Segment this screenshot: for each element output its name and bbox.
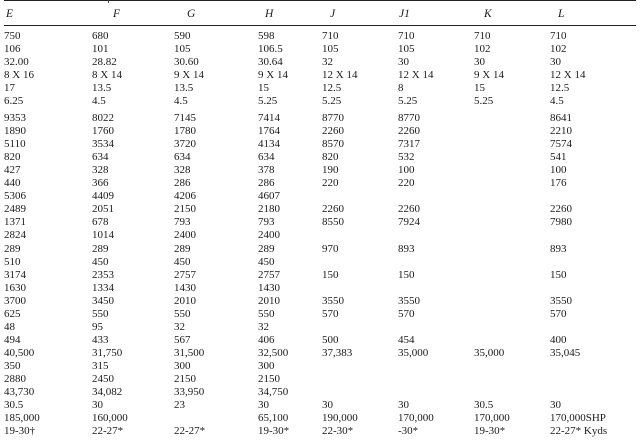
table-cell: 105 — [322, 43, 339, 55]
table-cell: 710 — [322, 30, 339, 42]
column-header-f: F — [113, 8, 121, 20]
table-cell: 5.25 — [322, 95, 342, 108]
table-cell: 2150 — [174, 373, 196, 385]
table-cell: 289 — [174, 242, 191, 255]
table-cell: 43,730 — [4, 386, 35, 399]
table-cell: 100 — [550, 164, 567, 177]
table-cell: 450 — [174, 255, 191, 268]
table-cell: 1760 — [92, 125, 114, 137]
table-cell: 13.5 — [92, 82, 112, 95]
table-cell: 150 — [322, 268, 339, 281]
table-cell: 8022 — [92, 112, 114, 124]
table-cell: 102 — [474, 43, 491, 55]
table-cell: 7414 — [258, 112, 280, 124]
table-cell: 1764 — [258, 125, 280, 137]
table-cell: 427 — [4, 164, 21, 177]
table-cell: 2260 — [322, 125, 344, 137]
table-cell: 820 — [4, 151, 21, 164]
table-cell: 590 — [174, 30, 191, 42]
table-cell: 2260 — [398, 125, 420, 137]
table-cell: 220 — [322, 177, 339, 190]
table-cell: 286 — [174, 177, 191, 190]
table-cell: 598 — [258, 30, 275, 42]
table-cell: 1014 — [92, 229, 114, 242]
table-cell: 1430 — [174, 281, 196, 294]
table-cell: 550 — [174, 307, 191, 320]
table-cell: 31,750 — [92, 346, 123, 359]
table-cell: 1430 — [258, 281, 280, 294]
table-cell: 2489 — [4, 203, 26, 216]
table-cell: 625 — [4, 307, 21, 320]
table-cell: 8 — [398, 82, 404, 95]
table-cell: 450 — [258, 255, 275, 268]
table-cell: 2051 — [92, 203, 114, 216]
table-cell: 678 — [92, 216, 109, 229]
table-cell: 106 — [4, 43, 21, 55]
table-cell: 2150 — [174, 203, 196, 216]
column-header-k: K — [484, 8, 492, 20]
table-cell: 30 — [322, 399, 333, 412]
table-cell: 34,082 — [92, 386, 123, 399]
table-cell: 8570 — [322, 138, 344, 151]
table-cell: 494 — [4, 333, 21, 346]
table-cell: 2150 — [258, 373, 280, 385]
table-cell: 22-27* — [92, 425, 124, 438]
table-cell: 7980 — [550, 216, 572, 229]
table-cell: 220 — [398, 177, 415, 190]
table-cell: 634 — [92, 151, 109, 164]
table-cell: 710 — [474, 30, 491, 42]
table-cell: 12.5 — [550, 82, 570, 95]
table-cell: 5110 — [4, 138, 26, 151]
table-cell: 8770 — [398, 112, 420, 124]
table-cell: 1890 — [4, 125, 26, 137]
table-cell: 1780 — [174, 125, 196, 137]
table-cell: 32 — [258, 320, 269, 333]
table-cell: 300 — [258, 360, 275, 372]
table-cell: 30 — [474, 56, 485, 69]
table-cell: 19-30* — [258, 425, 290, 438]
table-cell: 5.25 — [258, 95, 278, 108]
table-cell: 2880 — [4, 373, 26, 385]
table-cell: 9353 — [4, 112, 26, 124]
table-cell: 32,500 — [258, 346, 289, 359]
table-cell: 170,000 — [398, 412, 434, 425]
table-cell: 32 — [322, 56, 333, 69]
table-cell: 1630 — [4, 281, 26, 294]
table-cell: 95 — [92, 320, 103, 333]
table-cell: 1371 — [4, 216, 26, 229]
table-cell: 820 — [322, 151, 339, 164]
table-cell: 15 — [258, 82, 269, 95]
table-cell: 100 — [398, 164, 415, 177]
table-cell: 30.64 — [258, 56, 283, 69]
table-cell: 34,750 — [258, 386, 289, 399]
table-cell: 190,000 — [322, 412, 358, 425]
top-rule — [4, 0, 636, 1]
table-cell: 406 — [258, 333, 275, 346]
table-cell: 7145 — [174, 112, 196, 124]
table-cell: 7574 — [550, 138, 572, 151]
table-cell: 12 X 14 — [322, 69, 358, 82]
table-cell: 35,000 — [474, 346, 505, 359]
table-cell: 23 — [174, 399, 185, 412]
table-cell: 454 — [398, 333, 415, 346]
table-cell: 532 — [398, 151, 415, 164]
table-cell: 4206 — [174, 190, 196, 203]
table-cell: 8550 — [322, 216, 344, 229]
column-header-j1: J1 — [399, 8, 410, 20]
table-cell: 315 — [92, 360, 109, 372]
table-cell: 22-27* — [174, 425, 206, 438]
table-cell: 32.00 — [4, 56, 29, 69]
table-cell: 570 — [322, 307, 339, 320]
table-cell: 30 — [258, 399, 269, 412]
table-cell: 289 — [92, 242, 109, 255]
table-cell: 5.25 — [398, 95, 418, 108]
table-cell: 30 — [398, 56, 409, 69]
table-cell: 2400 — [258, 229, 280, 242]
table-cell: 2757 — [174, 268, 196, 281]
table-cell: 2260 — [398, 203, 420, 216]
table-cell: 3550 — [550, 294, 572, 307]
table-cell: 4.5 — [550, 95, 564, 108]
table-cell: 450 — [92, 255, 109, 268]
table-cell: 3450 — [92, 294, 114, 307]
table-cell: 2757 — [258, 268, 280, 281]
table-cell: 30.5 — [474, 399, 494, 412]
table-cell: 40,500 — [4, 346, 35, 359]
table-cell: 970 — [322, 242, 339, 255]
table-cell: 289 — [4, 242, 21, 255]
table-cell: 2260 — [322, 203, 344, 216]
table-cell: 9 X 14 — [474, 69, 504, 82]
table-cell: 300 — [174, 360, 191, 372]
table-cell: 289 — [258, 242, 275, 255]
table-cell: 710 — [550, 30, 567, 42]
table-cell: 2260 — [550, 203, 572, 216]
table-cell: 30 — [550, 399, 561, 412]
table-cell: 13.5 — [174, 82, 194, 95]
table-cell: 37,383 — [322, 346, 353, 359]
table-cell: 65,100 — [258, 412, 289, 425]
table-cell: 2180 — [258, 203, 280, 216]
table-cell: 2400 — [174, 229, 196, 242]
table-cell: 22-27* Kyds — [550, 425, 608, 438]
table-cell: 102 — [550, 43, 567, 55]
table-cell: 30.60 — [174, 56, 199, 69]
table-cell: 2010 — [174, 294, 196, 307]
table-cell: 570 — [398, 307, 415, 320]
header-rule — [4, 25, 636, 26]
table-cell: 15 — [474, 82, 485, 95]
table-cell: 48 — [4, 320, 15, 333]
table-cell: 5306 — [4, 190, 26, 203]
table-cell: 160,000 — [92, 412, 128, 425]
table-cell: 9 X 14 — [174, 69, 204, 82]
table-cell: 550 — [258, 307, 275, 320]
table-cell: 31,500 — [174, 346, 205, 359]
table-cell: 433 — [92, 333, 109, 346]
table-cell: 150 — [398, 268, 415, 281]
table-cell: 510 — [4, 255, 21, 268]
table-cell: 35,000 — [398, 346, 429, 359]
table-cell: 150 — [550, 268, 567, 281]
table-cell: 105 — [174, 43, 191, 55]
table-cell: 440 — [4, 177, 21, 190]
table-cell: 19-30† — [4, 425, 36, 438]
top-tick-mark — [108, 0, 109, 3]
table-cell: 4134 — [258, 138, 280, 151]
table-cell: 106.5 — [258, 43, 283, 55]
table-cell: 30 — [92, 399, 103, 412]
table-cell: 3720 — [174, 138, 196, 151]
table-cell: 400 — [550, 333, 567, 346]
table-cell: 1334 — [92, 281, 114, 294]
table-cell: 634 — [174, 151, 191, 164]
table-cell: 7924 — [398, 216, 420, 229]
table-cell: 4409 — [92, 190, 114, 203]
table-cell: 170,000 — [474, 412, 510, 425]
table-cell: 170,000SHP — [550, 412, 606, 425]
table-cell: 3174 — [4, 268, 26, 281]
table-cell: 2010 — [258, 294, 280, 307]
table-cell: 350 — [4, 360, 21, 372]
table-cell: 286 — [258, 177, 275, 190]
table-cell: 12 X 14 — [398, 69, 434, 82]
table-cell: 19-30* — [474, 425, 506, 438]
table-cell: 8770 — [322, 112, 344, 124]
table-cell: 2210 — [550, 125, 572, 137]
table-cell: 3550 — [398, 294, 420, 307]
table-cell: 9 X 14 — [258, 69, 288, 82]
table-cell: 567 — [174, 333, 191, 346]
column-header-e: E — [6, 8, 14, 20]
table-cell: 30 — [398, 399, 409, 412]
table-cell: 3700 — [4, 294, 26, 307]
table-cell: 3550 — [322, 294, 344, 307]
column-header-g: G — [187, 8, 196, 20]
table-cell: 32 — [174, 320, 185, 333]
table-cell: 2824 — [4, 229, 26, 242]
table-cell: 30.5 — [4, 399, 24, 412]
table-cell: 22-30* — [322, 425, 354, 438]
table-cell: 28.82 — [92, 56, 117, 69]
table-cell: 33,950 — [174, 386, 205, 399]
column-header-l: L — [558, 8, 565, 20]
table-cell: 190 — [322, 164, 339, 177]
column-header-h: H — [265, 8, 274, 20]
table-cell: 893 — [398, 242, 415, 255]
table-cell: 17 — [4, 82, 15, 95]
table-cell: 680 — [92, 30, 109, 42]
table-cell: 8641 — [550, 112, 572, 124]
table-cell: 6.25 — [4, 95, 24, 108]
table-cell: -30* — [398, 425, 419, 438]
table-cell: 8 X 14 — [92, 69, 122, 82]
table-cell: 35,045 — [550, 346, 581, 359]
table-cell: 8 X 16 — [4, 69, 34, 82]
table-cell: 105 — [398, 43, 415, 55]
table-cell: 793 — [174, 216, 191, 229]
table-cell: 2450 — [92, 373, 114, 385]
table-cell: 4607 — [258, 190, 280, 203]
table-cell: 634 — [258, 151, 275, 164]
table-cell: 4.5 — [92, 95, 106, 108]
table-cell: 176 — [550, 177, 567, 190]
table-cell: 12.5 — [322, 82, 342, 95]
table-cell: 750 — [4, 30, 21, 42]
table-cell: 793 — [258, 216, 275, 229]
table-cell: 3534 — [92, 138, 114, 151]
table-cell: 893 — [550, 242, 567, 255]
table-cell: 101 — [92, 43, 109, 55]
table-cell: 500 — [322, 333, 339, 346]
table-cell: 30 — [550, 56, 561, 69]
table-cell: 328 — [92, 164, 109, 177]
table-cell: 185,000 — [4, 412, 40, 425]
table-cell: 710 — [398, 30, 415, 42]
table-cell: 366 — [92, 177, 109, 190]
table-cell: 7317 — [398, 138, 420, 151]
table-cell: 550 — [92, 307, 109, 320]
table-cell: 5.25 — [474, 95, 494, 108]
column-header-j: J — [330, 8, 336, 20]
table-cell: 378 — [258, 164, 275, 177]
table-cell: 4.5 — [174, 95, 188, 108]
table-cell: 12 X 14 — [550, 69, 586, 82]
table-cell: 541 — [550, 151, 567, 164]
table-cell: 2353 — [92, 268, 114, 281]
table-cell: 328 — [174, 164, 191, 177]
table-cell: 570 — [550, 307, 567, 320]
